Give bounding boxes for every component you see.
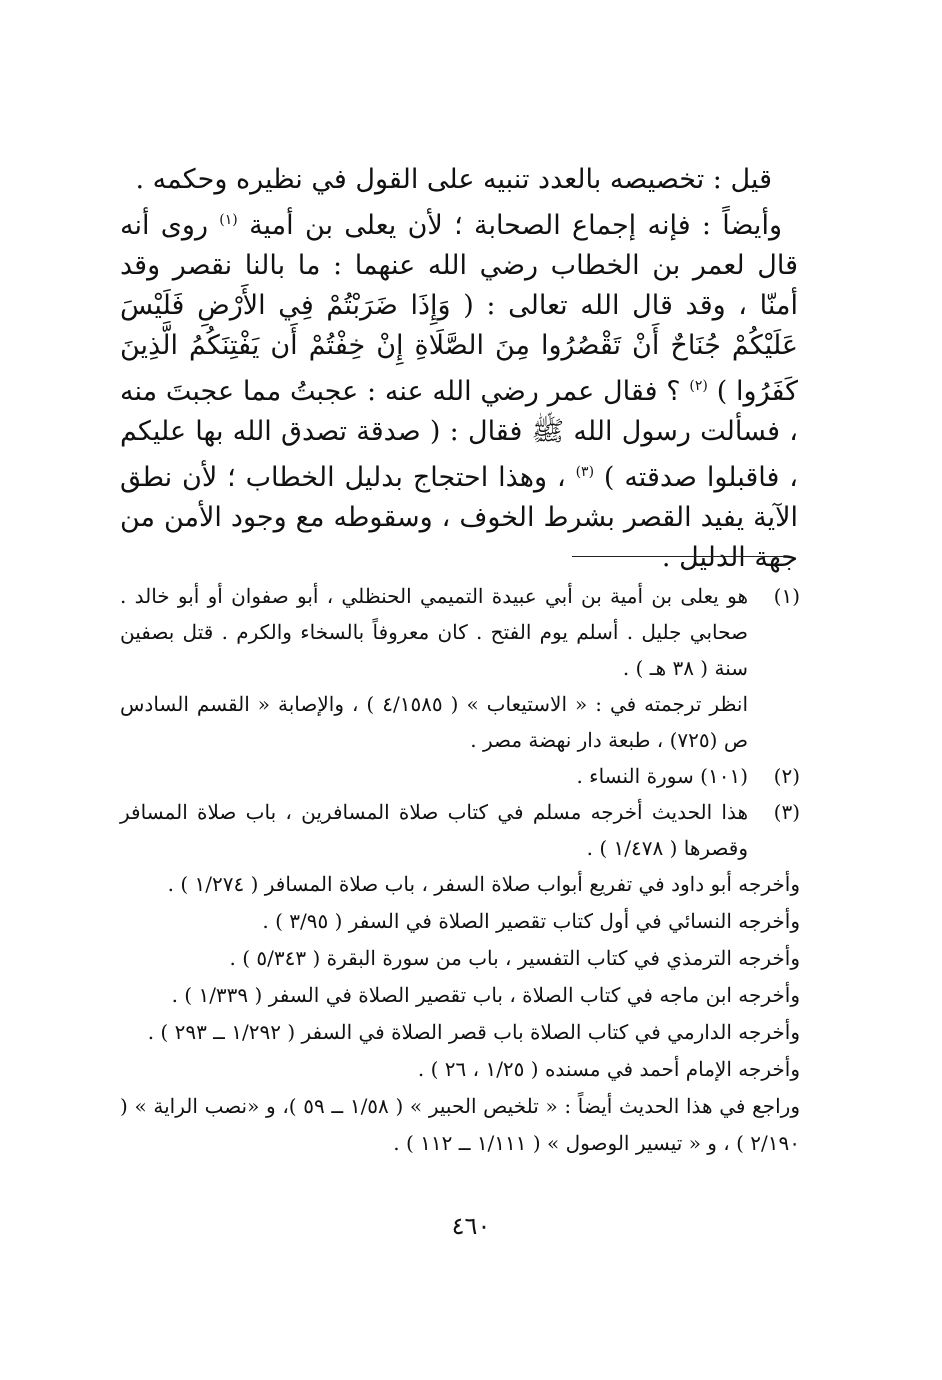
footnote-line: وأخرجه الترمذي في كتاب التفسير ، باب من سورة البقرة ( ٥/٣٤٣ ) . (229, 946, 800, 970)
footnote-line: وأخرجه الإمام أحمد في مسنده ( ١/٢٥ ، ٢٦ ) . (417, 1057, 800, 1081)
footnote-ref-3: (٣) (575, 464, 595, 480)
footnote-text (120, 578, 748, 758)
footnote-line: وأخرجه أبو داود في تفريع أبواب صلاة السفر ، باب صلاة المسافر ( ١/٢٧٤ ) . (167, 872, 800, 896)
text-segment: روى أنه قال لعمر بن الخطاب رضي الله عنهما : ما بالنا نقصر وقد أمنّا ، وقد قال الله تعالى : ( وَإِذَا ضَرَبْتُمْ فِي الأَرْضِ فَلَيْسَ عَلَيْكُمْ جُنَاحٌ أَنْ تَقْصُرُوا مِنَ الصَّلَاةِ إِنْ خِفْتُمْ أَن يَفْتِنَكُمُ الَّذِينَ كَفَرُوا ) (120, 210, 798, 407)
main-paragraph-2 (120, 200, 798, 578)
text-segment: ، وهذا احتجاج بدليل الخطاب ؛ لأن نطق الآية يفيد القصر بشرط الخوف ، وسقوطه مع وجود الأمن من جهة الدليل . (120, 462, 798, 573)
footnote-line: انظر ترجمته في : « الاستيعاب » ( ٤/١٥٨٥ ) ، والإصابة « القسم السادس ص (٧٢٥) ، طبعة دار نهضة مصر . (120, 692, 748, 752)
footnote-line: وراجع في هذا الحديث أيضاً : « تلخيص الحبير » ( ١/٥٨ ــ ٥٩ )، و «نصب الراية » ( ٢/١٩٠ ) ، و « تيسير الوصول » ( ١/١١١ ــ ١١٢ ) . (120, 1094, 800, 1155)
footnote-line: وأخرجه الدارمي في كتاب الصلاة باب قصر الصلاة في السفر ( ١/٢٩٢ ــ ٢٩٣ ) . (147, 1020, 800, 1044)
footnote-ref-1: (١) (219, 212, 238, 228)
footnote-text: هذا الحديث أخرجه مسلم في كتاب صلاة المسافرين ، باب صلاة المسافر وقصرها ( ١/٤٧٨ ) . (120, 800, 748, 860)
footnote-ref-2: (٢) (689, 378, 708, 394)
footnote-text: (١٠١) سورة النساء . (576, 764, 748, 788)
footnote-3-continuation (120, 866, 800, 1162)
footnote-line: هو يعلى بن أمية بن أبي عبيدة التميمي الحنظلي ، أبو صفوان أو أبو خالد . صحابي جليل . أسلم يوم الفتح . كان معروفاً بالسخاء والكرم . قتل بصفين سنة ( ٣٨ هـ ) . (120, 584, 748, 680)
text-segment: ؟ فقال عمر رضي الله عنه : عجبتُ مما عجبتَ منه ، فسألت رسول الله ﷺ فقال : ( صدقة تصدق الله بها عليكم ، فاقبلوا صدقته ) (120, 376, 799, 493)
footnote-number: (٢) (773, 764, 800, 788)
footnote-3 (120, 794, 800, 866)
footnote-1 (120, 578, 800, 758)
footnote-separator (572, 556, 784, 557)
footnote-number: (١) (773, 584, 800, 608)
footnote-2 (120, 758, 800, 794)
footnote-number: (٣) (773, 800, 800, 824)
footnote-line: وأخرجه ابن ماجه في كتاب الصلاة ، باب تقصير الصلاة في السفر ( ١/٣٣٩ ) . (171, 983, 800, 1007)
main-paragraph-1: قيل : تخصيصه بالعدد تنبيه على القول في نظيره وحكمه . (135, 164, 772, 195)
text-segment: وأيضاً : فإنه إجماع الصحابة ؛ لأن يعلى بن أمية (249, 210, 782, 241)
page-number: ٤٦٠ (451, 1212, 491, 1240)
footnote-line: وأخرجه النسائي في أول كتاب تقصير الصلاة في السفر ( ٣/٩٥ ) . (262, 909, 800, 933)
footnotes (120, 578, 800, 1162)
main-text (120, 160, 798, 578)
